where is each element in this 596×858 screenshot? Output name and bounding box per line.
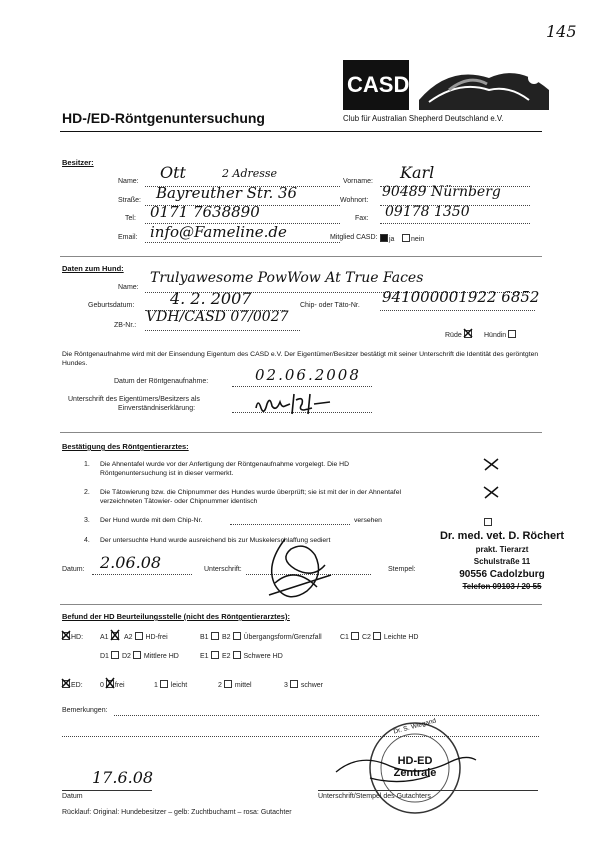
hd-grade-d1[interactable]	[100, 651, 120, 660]
vet-item-1-text1: Die Ahnentafel wurde vor der Anfertigung der Röntgenaufnahme vorgelegt. Die HD	[100, 461, 349, 468]
mitglied-nein-checkbox[interactable]	[402, 234, 410, 242]
vet-item-4-text1: Der untersuchte Hund wurde ausreichend bis zur Muskelerschlaffung sediert	[100, 537, 331, 544]
hd-a1-check-mark-icon	[110, 629, 120, 641]
ed-label: ED:	[71, 682, 83, 689]
ed-grade-3-checkbox[interactable]	[290, 680, 298, 688]
hd-grade-e2-checkbox[interactable]	[233, 651, 241, 659]
xray-date-field[interactable]	[232, 386, 372, 387]
vet-chip-nr-field[interactable]	[230, 524, 350, 525]
hd-grade-a1-checkbox[interactable]	[111, 632, 119, 640]
hd-label: HD:	[71, 634, 84, 641]
dog-name-value: Trulyawesome PowWow At True Faces	[150, 270, 424, 286]
vet-datum-label: Datum:	[62, 566, 85, 573]
hd-grade-b2-checkbox[interactable]	[233, 632, 241, 640]
ed-0-check-mark-icon	[105, 677, 115, 689]
owner-tel-value: 0171 7638890	[150, 203, 260, 221]
hd-grade-b2-label: B2	[222, 634, 231, 641]
hd-grade-e1-label: E1	[200, 653, 209, 660]
vet-stempel-label: Stempel:	[388, 566, 416, 573]
hd-option[interactable]	[62, 632, 83, 641]
hd-grade-e1[interactable]	[200, 651, 220, 660]
ed-grade-3[interactable]	[284, 680, 323, 689]
ed-grade-1[interactable]	[154, 680, 187, 689]
vet-item-1-num: 1.	[84, 461, 90, 468]
hd-grade-a2-label: A2	[124, 634, 133, 641]
hd-grade-d2-checkbox[interactable]	[133, 651, 141, 659]
ed-checkbox[interactable]	[62, 680, 70, 688]
dog-section-heading: Daten zum Hund:	[62, 264, 124, 273]
hd-grade-b1-label: B1	[200, 634, 209, 641]
consent-divider	[60, 432, 542, 433]
hd-grade-c2-label: C2	[362, 634, 371, 641]
ed-grade-0[interactable]	[100, 680, 125, 689]
ed-grade-2[interactable]	[218, 680, 252, 689]
hd-grade-a1[interactable]	[100, 632, 120, 641]
vet-section-heading: Bestätigung des Röntgentierarztes:	[62, 442, 189, 451]
vet-item-3-text1: Der Hund wurde mit dem Chip-Nr.	[100, 517, 203, 524]
ed-grade-0-num: 0	[100, 682, 104, 689]
ed-grade-0-label: frei	[114, 682, 125, 689]
owner-signature-icon	[252, 390, 332, 418]
hd-grade-b2[interactable]	[222, 632, 322, 641]
mitglied-nein-option[interactable]	[402, 234, 424, 243]
hd-grade-c1-label: C1	[340, 634, 349, 641]
hd-grade-e1-checkbox[interactable]	[211, 651, 219, 659]
dog-chip-value: 941000001922 6852	[382, 288, 540, 306]
vet-item-3-num: 3.	[84, 517, 90, 524]
dog-chip-label: Chip- oder Täto-Nr.	[300, 302, 360, 309]
final-stamp-text: HD-ED Zentrale	[393, 755, 437, 779]
final-signature-label: Unterschrift/Stempel des Gutachters	[318, 793, 431, 800]
distribution-footer: Rücklauf: Original: Hundebesitzer – gelb: Zuchtbuchamt – rosa: Gutachter	[62, 809, 292, 816]
ed-grade-1-label: leicht	[170, 682, 188, 689]
bemerkungen-field-line-2[interactable]	[62, 736, 539, 737]
vet-item-2-num: 2.	[84, 489, 90, 496]
hd-grade-b1-checkbox[interactable]	[211, 632, 219, 640]
mitglied-nein-label: nein	[411, 236, 425, 243]
vet-item-2-check-icon[interactable]	[482, 485, 500, 499]
final-signature-line[interactable]	[318, 790, 538, 791]
hd-grenzfall-label: Übergangsform/Grenzfall	[243, 634, 322, 641]
hd-grade-d2-label: D2	[122, 653, 131, 660]
hd-grade-a2[interactable]	[124, 632, 168, 641]
logo-subtitle: Club für Australian Shepherd Deutschland e.V.	[343, 114, 504, 123]
dog-zb-field[interactable]	[145, 330, 300, 331]
vet-item-2-text2: verzeichneten Tätowier- oder Chipnummer identisch	[100, 498, 258, 505]
xray-date-value: 02.06.2008	[255, 366, 361, 384]
australian-shepherd-logo-icon	[409, 60, 553, 110]
owner-strasse-label: Straße:	[118, 197, 141, 204]
vet-item-3-text2: versehen	[354, 517, 382, 524]
vet-item-1-check-icon[interactable]	[482, 457, 500, 471]
owner-fax-value: 09178 1350	[385, 204, 470, 220]
owner-fax-field[interactable]	[380, 223, 530, 224]
page-title: HD-/ED-Röntgenuntersuchung	[62, 110, 265, 126]
owner-email-label: Email:	[118, 234, 138, 241]
final-datum-label: Datum	[62, 793, 83, 800]
dog-geb-value: 4. 2. 2007	[170, 289, 252, 308]
hd-schwere-label: Schwere HD	[243, 653, 283, 660]
ed-grade-2-label: mittel	[234, 682, 252, 689]
hd-grade-d1-checkbox[interactable]	[111, 651, 119, 659]
owner-sig-label-1: Unterschrift des Eigentümers/Besitzers als	[68, 396, 200, 403]
hd-grade-e2[interactable]	[222, 651, 283, 660]
bemerkungen-field-line-1[interactable]	[114, 715, 539, 716]
ed-grade-1-num: 1	[154, 682, 158, 689]
huendin-option[interactable]	[484, 330, 517, 339]
ed-grade-2-checkbox[interactable]	[224, 680, 232, 688]
vet-stamp	[432, 530, 572, 591]
owner-fax-label: Fax:	[355, 215, 369, 222]
hd-grade-b1[interactable]	[200, 632, 220, 641]
vet-stamp-name: Dr. med. vet. D. Röchert	[439, 530, 565, 542]
huendin-checkbox[interactable]	[508, 330, 516, 338]
dog-name-label: Name:	[118, 284, 139, 291]
owner-name-label: Name:	[118, 178, 139, 185]
huendin-label: Hündin	[484, 332, 507, 339]
page-number: 145	[546, 22, 577, 41]
final-stamp-name: Dr. S. Wiegand	[392, 717, 437, 736]
vet-stamp-title: prakt. Tierarzt	[475, 545, 529, 554]
hd-grade-c1-checkbox[interactable]	[351, 632, 359, 640]
vet-unterschrift-label: Unterschrift:	[204, 566, 242, 573]
hd-grade-d1-label: D1	[100, 653, 109, 660]
owner-section-heading: Besitzer:	[62, 158, 94, 167]
hd-mittlere-label: Mittlere HD	[143, 653, 179, 660]
ed-option[interactable]	[62, 680, 83, 689]
ruede-check-mark-icon	[463, 328, 473, 338]
mitglied-ja-option[interactable]	[380, 234, 394, 243]
xray-date-label: Datum der Röntgenaufnahme:	[114, 378, 209, 385]
ed-grade-1-checkbox[interactable]	[160, 680, 168, 688]
owner-note-value: 2 Adresse	[222, 167, 278, 180]
hd-grade-c2[interactable]	[362, 632, 419, 641]
owner-vorname-value: Karl	[400, 163, 435, 182]
result-section-heading: Befund der HD Beurteilungsstelle (nicht des Röntgentierarztes):	[62, 612, 290, 621]
hd-frei-label: HD-frei	[145, 634, 168, 641]
vet-item-4-num: 4.	[84, 537, 90, 544]
hd-grade-c1[interactable]	[340, 632, 360, 641]
owner-strasse-value: Bayreuther Str. 36	[156, 184, 298, 202]
owner-tel-label: Tel:	[125, 215, 136, 222]
hd-grade-e2-label: E2	[222, 653, 231, 660]
hd-grade-c2-checkbox[interactable]	[373, 632, 381, 640]
ed-check-mark-icon	[61, 678, 71, 688]
vet-item-1-text2: Röntgenuntersuchung ist in dieser vermerkt.	[100, 470, 234, 477]
final-datum-line[interactable]	[62, 790, 152, 791]
final-signature-icon	[330, 742, 480, 792]
owner-wohnort-label: Wohnort:	[340, 197, 369, 204]
owner-divider	[60, 256, 542, 257]
dog-geb-label: Geburtsdatum:	[88, 302, 135, 309]
vet-datum-field[interactable]	[92, 574, 192, 575]
hd-leichte-label: Leichte HD	[383, 634, 419, 641]
hd-grade-a1-label: A1	[100, 634, 109, 641]
vet-datum-value: 2.06.08	[100, 553, 162, 572]
vet-stamp-phone: Telefon 09103 / 20 55	[462, 582, 542, 591]
ruede-label: Rüde	[445, 332, 462, 339]
vet-item-3-checkbox[interactable]	[484, 518, 492, 526]
owner-name-value: Ott	[160, 163, 186, 182]
title-divider	[60, 131, 542, 132]
owner-wohnort-value: 90489 Nürnberg	[382, 184, 501, 200]
hd-check-mark-icon	[61, 630, 71, 640]
dog-zb-value: VDH/CASD 07/0027	[146, 309, 289, 325]
dog-chip-field[interactable]	[380, 310, 535, 311]
ruede-option[interactable]	[445, 330, 473, 339]
vet-signature-icon	[255, 535, 335, 607]
vet-stamp-city: 90556 Cadolzburg	[459, 569, 545, 580]
vet-stamp-street: Schulstraße 11	[473, 557, 531, 566]
owner-email-value: info@Fameline.de	[150, 223, 287, 241]
owner-mitglied-label: Mitglied CASD:	[330, 234, 378, 241]
consent-text: Die Röntgenaufnahme wird mit der Einsendung Eigentum des CASD e.V. Der Eigentümer/Besitzer bestätigt mit seiner Unterschrift die Identität des geröntgten Hundes.	[62, 351, 539, 367]
ed-grade-2-num: 2	[218, 682, 222, 689]
hd-grade-a2-checkbox[interactable]	[135, 632, 143, 640]
logo-abbr: CASD	[347, 72, 410, 97]
ed-grade-0-checkbox[interactable]	[106, 680, 114, 688]
bemerkungen-label: Bemerkungen:	[62, 707, 108, 714]
owner-sig-label-2: Einverständniserklärung:	[118, 405, 196, 412]
vet-item-2-text1: Die Tätowierung bzw. die Chipnummer des Hundes wurde überprüft; sie ist mit der in der Ahnentafel	[100, 489, 401, 496]
final-datum-value: 17.6.08	[92, 768, 154, 787]
casd-logo	[343, 60, 553, 110]
ruede-checkbox[interactable]	[464, 330, 472, 338]
hd-checkbox[interactable]	[62, 632, 70, 640]
dog-zb-label: ZB-Nr.:	[114, 322, 137, 329]
ed-grade-3-label: schwer	[300, 682, 323, 689]
ed-grade-3-num: 3	[284, 682, 288, 689]
owner-email-field[interactable]	[145, 242, 340, 243]
owner-vorname-label: Vorname:	[343, 178, 373, 185]
hd-grade-d2[interactable]	[122, 651, 179, 660]
vet-divider	[60, 604, 542, 605]
mitglied-ja-checkbox[interactable]	[380, 234, 388, 242]
mitglied-ja-label: ja	[389, 236, 395, 243]
